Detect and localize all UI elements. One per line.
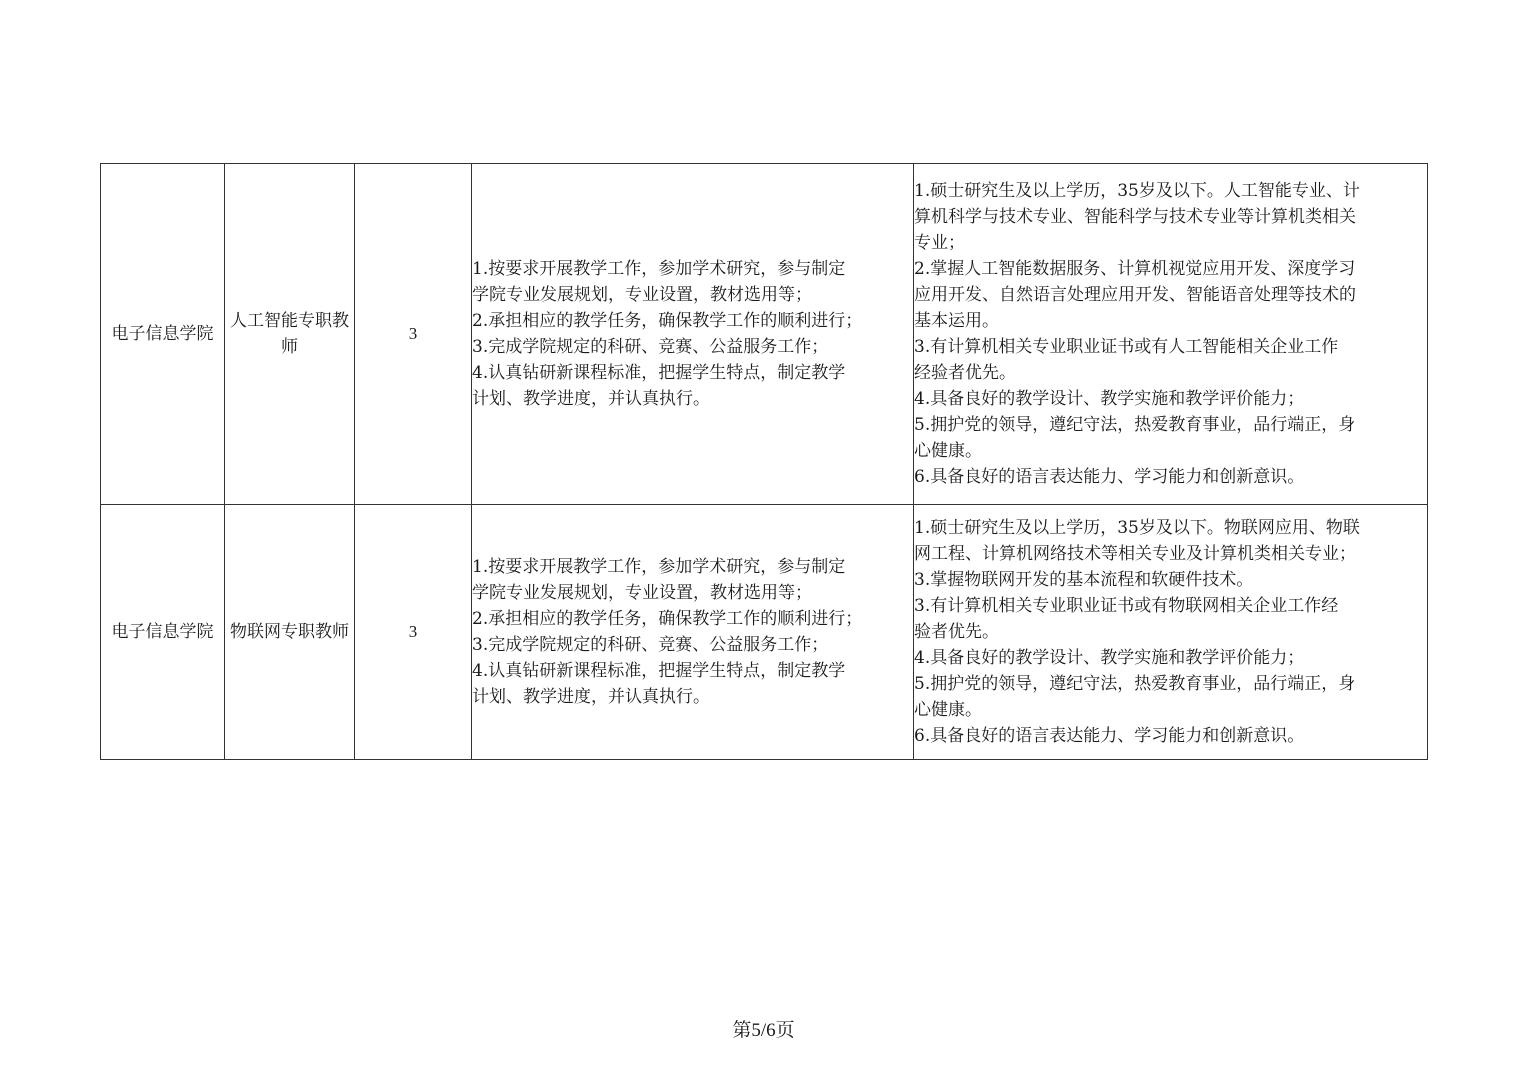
requirement-line: 4.具备良好的教学设计、教学实施和教学评价能力； [914, 389, 1305, 409]
requirement-line: 5.拥护党的领导，遵纪守法，热爱教育事业，品行端正，身 [914, 415, 1356, 435]
requirement-line: 经验者优先。 [914, 363, 1016, 383]
duty-line: 计划、教学进度，并认真执行。 [472, 389, 710, 409]
requirements-cell [914, 164, 1428, 505]
duty-line: 4.认真钻研新课程标准，把握学生特点，制定教学 [472, 363, 846, 383]
duty-line: 2.承担相应的教学任务，确保教学工作的顺利进行； [472, 609, 863, 629]
requirement-line: 5.拥护党的领导，遵纪守法，热爱教育事业，品行端正，身 [914, 674, 1356, 694]
requirement-line: 心健康。 [914, 441, 982, 461]
requirement-line: 2.掌握人工智能数据服务、计算机视觉应用开发、深度学习 [914, 259, 1356, 279]
department-cell: 电子信息学院 [101, 164, 225, 505]
duties-cell [472, 505, 914, 760]
duty-line: 学院专业发展规划，专业设置，教材选用等； [472, 285, 812, 305]
requirement-line: 3.有计算机相关专业职业证书或有人工智能相关企业工作 [914, 337, 1339, 357]
requirement-line: 基本运用。 [914, 311, 999, 331]
position-cell: 人工智能专职教师 [225, 164, 355, 505]
headcount-cell: 3 [355, 164, 472, 505]
position-cell: 物联网专职教师 [225, 505, 355, 760]
requirements-cell [914, 505, 1428, 760]
table-row [101, 505, 1428, 760]
duty-line: 2.承担相应的教学任务，确保教学工作的顺利进行； [472, 311, 863, 331]
duty-line: 3.完成学院规定的科研、竞赛、公益服务工作； [472, 337, 829, 357]
requirement-line: 1.硕士研究生及以上学历，35岁及以下。人工智能专业、计 [914, 181, 1360, 201]
requirement-line: 专业； [914, 233, 965, 253]
requirement-line: 应用开发、自然语言处理应用开发、智能语音处理等技术的 [914, 285, 1356, 305]
duty-line: 1.按要求开展教学工作，参加学术研究，参与制定 [472, 259, 846, 279]
requirement-line: 4.具备良好的教学设计、教学实施和教学评价能力； [914, 648, 1305, 668]
requirement-line: 算机科学与技术专业、智能科学与技术专业等计算机类相关 [914, 207, 1356, 227]
recruitment-table [100, 163, 1428, 760]
requirement-line: 网工程、计算机网络技术等相关专业及计算机类相关专业； [914, 544, 1356, 564]
duty-line: 学院专业发展规划，专业设置，教材选用等； [472, 583, 812, 603]
duty-line: 1.按要求开展教学工作，参加学术研究，参与制定 [472, 557, 846, 577]
requirement-line: 心健康。 [914, 700, 982, 720]
requirement-line: 6.具备良好的语言表达能力、学习能力和创新意识。 [914, 726, 1305, 746]
requirement-line: 6.具备良好的语言表达能力、学习能力和创新意识。 [914, 467, 1305, 487]
table-row [101, 164, 1428, 505]
requirement-line: 验者优先。 [914, 622, 999, 642]
page-number: 第5/6页 [732, 1020, 795, 1041]
requirement-line: 1.硕士研究生及以上学历，35岁及以下。物联网应用、物联 [914, 518, 1360, 538]
duty-line: 计划、教学进度，并认真执行。 [472, 687, 710, 707]
duty-line: 4.认真钻研新课程标准，把握学生特点，制定教学 [472, 661, 846, 681]
duties-cell [472, 164, 914, 505]
requirement-line: 3.有计算机相关专业职业证书或有物联网相关企业工作经 [914, 596, 1339, 616]
headcount-cell: 3 [355, 505, 472, 760]
department-cell: 电子信息学院 [101, 505, 225, 760]
requirement-line: 3.掌握物联网开发的基本流程和软硬件技术。 [914, 570, 1254, 590]
duty-line: 3.完成学院规定的科研、竞赛、公益服务工作； [472, 635, 829, 655]
